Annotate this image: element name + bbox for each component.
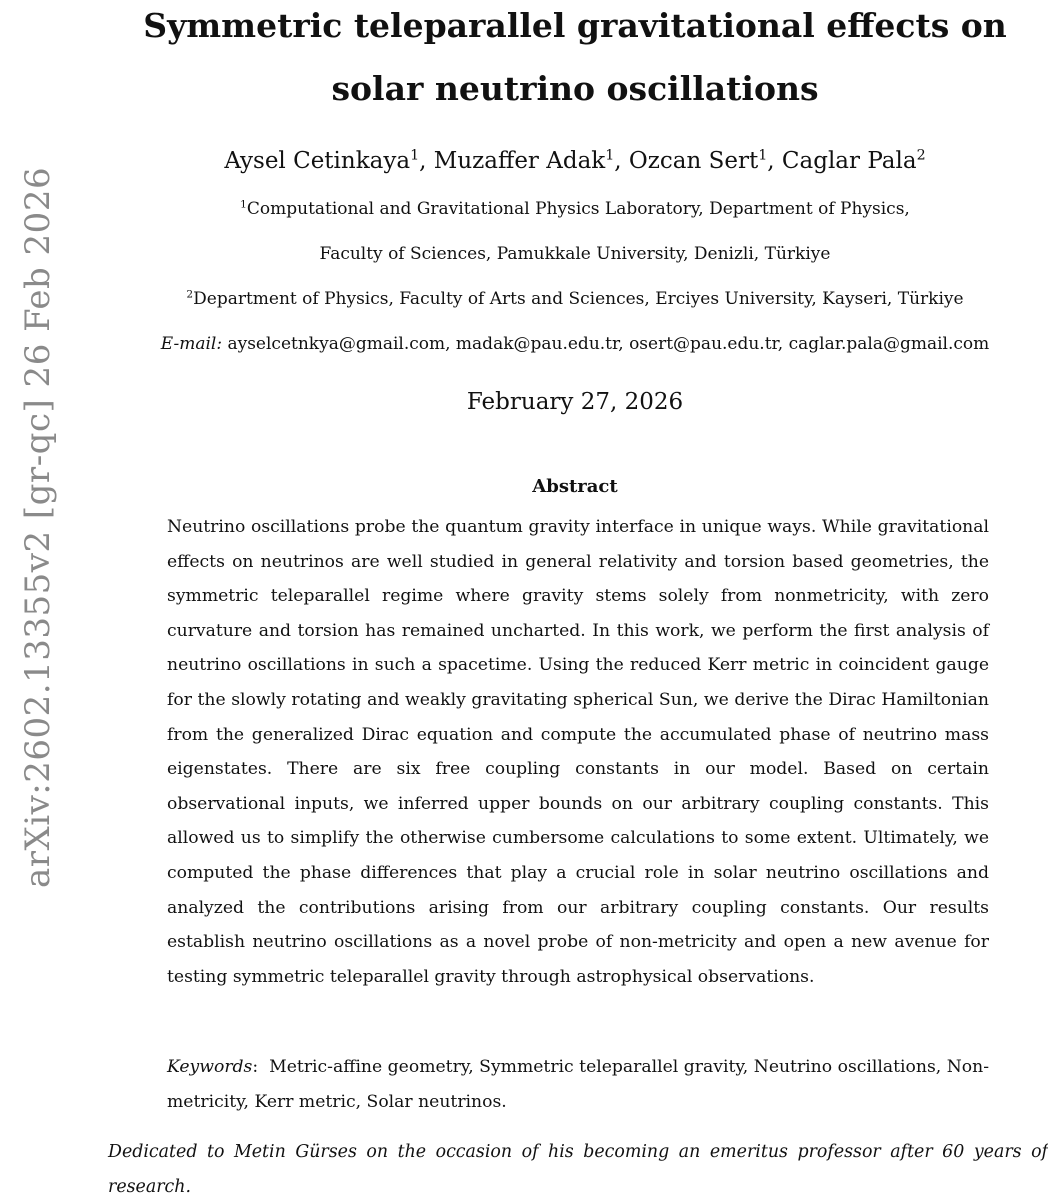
- keywords: Keywords: Metric-affine geometry, Symmetric teleparallel gravity, Neutrino oscillations, Non-metricity, Kerr metric, Solar neutrinos.: [167, 1057, 989, 1112]
- abstract-text: Neutrino oscillations probe the quantum gravity interface in unique ways. While gravitational effects on neutrinos are well studied in general relativity and torsion based geometries, the symmetric teleparallel regime where gravity stems solely from nonmetricity, with zero curvature and torsion has remained uncharted. In this work, we perform the first analysis of neutrino oscillations in such a spacetime. Using the reduced Kerr metric in coincident gauge for the slowly rotating and weakly gravitating spherical Sun, we derive the Dirac Hamiltonian from the generalized Dirac equation and compute the accumulated phase of neutrino mass eigenstates. There are six free coupling constants in our model. Based on certain observational inputs, we inferred upper bounds on our arbitrary coupling constants. This allowed us to simplify the otherwise cumbersome calculations to some extent. Ultimately, we computed the phase differences that play a crucial role in solar neutrino oscillations and analyzed the contributions arising from our arbitrary coupling constants. Our results establish neutrino oscillations as a novel probe of non-metricity and open a new avenue for testing symmetric teleparallel gravity through astrophysical observations.: [167, 517, 989, 987]
- title-line-2: solar neutrino oscillations: [331, 69, 819, 108]
- author-affil-mark: 1: [410, 147, 420, 164]
- author-name: Aysel Cetinkaya: [224, 148, 411, 174]
- paper-title: [95, 0, 1048, 120]
- affiliation-text: Faculty of Sciences, Pamukkale University, Denizli, Türkiye: [319, 244, 831, 264]
- publication-date: February 27, 2026: [466, 389, 684, 415]
- author-affil-mark: 1: [758, 147, 768, 164]
- abstract-heading: Abstract: [532, 476, 618, 497]
- keywords-text: Metric-affine geometry, Symmetric teleparallel gravity, Neutrino oscillations, Non-metricity, Kerr metric, Solar neutrinos.: [167, 1057, 989, 1112]
- dedication: Dedicated to Metin Gürses on the occasion of his becoming an emeritus professor after 60 years of research.: [108, 1142, 1048, 1197]
- affiliation-mark: 2: [186, 288, 194, 301]
- author-affil-mark: 1: [605, 147, 615, 164]
- author-name: Ozcan Sert: [628, 148, 759, 174]
- keywords-label: Keywords: [167, 1057, 253, 1077]
- affiliation-1-line-1: [95, 197, 1048, 221]
- email-addresses: ayselcetnkya@gmail.com, madak@pau.edu.tr, osert@pau.edu.tr, caglar.pala@gmail.com: [227, 334, 990, 354]
- affiliation-text: Computational and Gravitational Physics Laboratory, Department of Physics,: [246, 199, 910, 219]
- author-affil-mark: 2: [916, 147, 926, 164]
- author-name: Muzaffer Adak: [433, 148, 606, 174]
- author-list: Aysel Cetinkaya$^1$, Muzaffer Adak$^1$, Ozcan Sert$^1$, Caglar Pala$^2$: [224, 147, 926, 174]
- email-label: E-mail:: [160, 334, 223, 354]
- author-name: Caglar Pala: [781, 148, 917, 174]
- affiliation-text: Department of Physics, Faculty of Arts and Sciences, Erciyes University, Kayseri, Türkiye: [193, 289, 964, 309]
- title-line-1: Symmetric teleparallel gravitational effects on: [143, 6, 1007, 45]
- affiliation-2: [95, 287, 1048, 311]
- affiliation-1-line-2: [95, 242, 1048, 266]
- email-line: [95, 332, 1048, 356]
- affiliation-mark: 1: [240, 198, 247, 211]
- arxiv-identifier: arXiv:2602.13355v2 [gr-qc] 26 Feb 2026: [18, 166, 58, 888]
